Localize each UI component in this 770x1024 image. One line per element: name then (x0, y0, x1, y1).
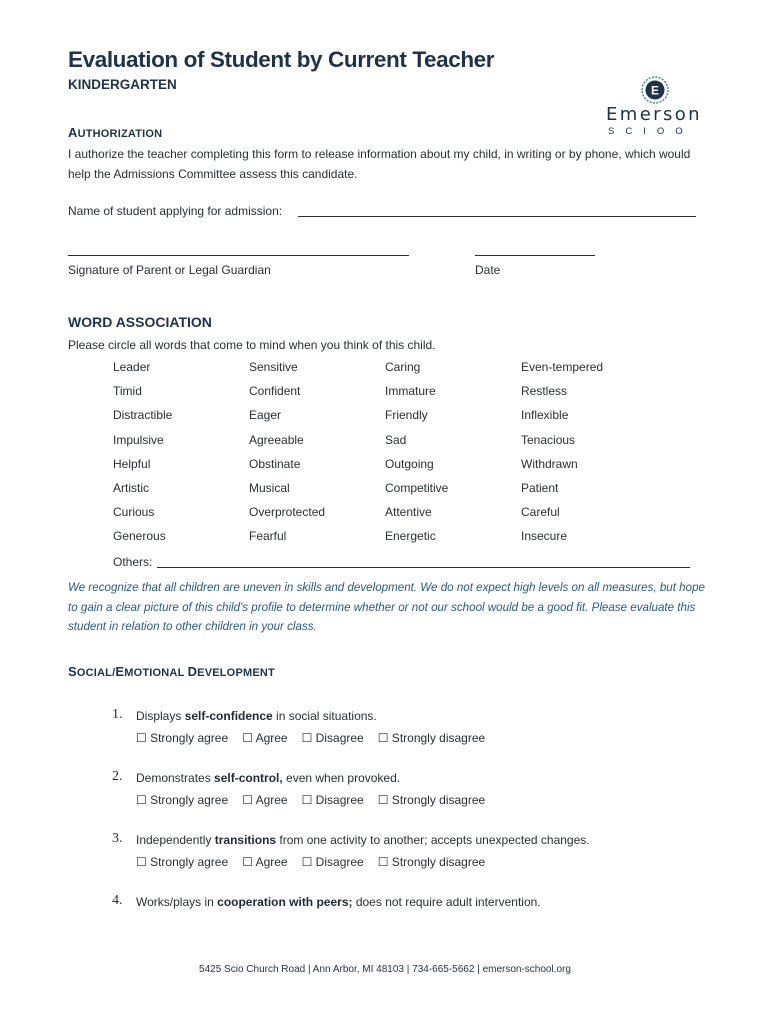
heading-part: EVELOPMENT (197, 667, 275, 679)
word-option[interactable]: Sensitive (249, 360, 298, 374)
heading-part: E (115, 664, 125, 679)
heading-part: MOTIONAL (124, 667, 188, 679)
word-option[interactable]: Tenacious (521, 432, 576, 447)
date-label: Date (475, 263, 501, 277)
question-text-post: in social situations. (272, 709, 377, 723)
others-field[interactable] (157, 567, 690, 568)
question-text-post: does not require adult intervention. (352, 895, 541, 909)
word-option[interactable]: Withdrawn (521, 456, 578, 471)
word-option[interactable]: Patient (521, 481, 559, 495)
authorization-heading-initial: A (68, 125, 78, 140)
word-option[interactable]: Curious (113, 505, 155, 520)
heading-part: D (187, 664, 198, 679)
word-association-instruction: Please circle all words that come to mind when you think of this child. (68, 338, 436, 352)
question-text-pre: Independently (136, 833, 215, 847)
agreement-checkbox[interactable]: ☐ Strongly disagree (377, 855, 486, 869)
agreement-checkbox[interactable]: ☐ Strongly agree (136, 793, 229, 807)
question-number: 4. (112, 893, 123, 908)
agreement-checkbox[interactable]: ☐ Disagree (301, 731, 364, 745)
logo-initial: E (650, 83, 660, 98)
question-text (136, 833, 590, 847)
word-option[interactable]: Artistic (113, 481, 149, 495)
word-option[interactable]: Inflexible (521, 408, 569, 423)
word-option[interactable]: Generous (113, 529, 166, 544)
logo-emblem-icon (640, 75, 670, 105)
word-option[interactable]: Sad (385, 432, 407, 447)
question-text-pre: Demonstrates (136, 771, 215, 785)
question-number: 1. (112, 707, 123, 722)
word-option[interactable]: Immature (385, 384, 436, 399)
question-text-bold: self-control, (214, 771, 283, 785)
question-text-post: from one activity to another; accepts unexpected changes. (276, 833, 590, 847)
agreement-checkbox[interactable]: ☐ Agree (242, 855, 288, 869)
word-option[interactable]: Outgoing (385, 456, 434, 471)
agreement-checkbox[interactable]: ☐ Disagree (301, 793, 364, 807)
word-option[interactable]: Distractible (113, 408, 173, 423)
question-text-bold: cooperation with peers; (217, 895, 353, 909)
question-text-bold: self-confidence (184, 709, 273, 723)
heading-part: S (68, 664, 77, 679)
word-option[interactable]: Even-tempered (521, 360, 604, 374)
question-text (136, 895, 541, 909)
word-option[interactable]: Obstinate (249, 456, 301, 471)
signature-field[interactable] (68, 255, 409, 256)
word-option[interactable]: Timid (113, 384, 142, 399)
word-option[interactable]: Agreeable (249, 432, 304, 447)
word-option[interactable]: Friendly (385, 408, 428, 423)
question-number: 2. (112, 769, 123, 784)
question-text (136, 771, 400, 785)
agreement-options (136, 731, 499, 745)
question-text-post: even when provoked. (282, 771, 401, 785)
question-text (136, 709, 377, 723)
word-option[interactable]: Eager (249, 408, 282, 423)
date-field[interactable] (475, 255, 595, 256)
agreement-checkbox[interactable]: ☐ Agree (242, 731, 288, 745)
word-option[interactable]: Caring (385, 360, 421, 374)
agreement-options (136, 793, 499, 807)
others-label: Others: (113, 555, 153, 569)
word-option[interactable]: Energetic (385, 529, 436, 544)
word-option[interactable]: Confident (249, 384, 301, 399)
heading-part: OCIAL/ (76, 667, 116, 679)
word-option[interactable]: Fearful (249, 529, 287, 544)
word-option[interactable]: Competitive (385, 481, 449, 495)
page-title: Evaluation of Student by Current Teacher (68, 47, 495, 72)
logo-subtext: SCIOO (608, 126, 694, 137)
emerson-logo (640, 75, 670, 105)
word-option[interactable]: Insecure (521, 529, 568, 544)
word-option[interactable]: Restless (521, 384, 568, 399)
authorization-heading-rest: UTHORIZATION (77, 128, 163, 140)
social-emotional-heading (68, 664, 275, 679)
word-option[interactable]: Impulsive (113, 432, 164, 447)
agreement-checkbox[interactable]: ☐ Strongly agree (136, 855, 229, 869)
agreement-checkbox[interactable]: ☐ Strongly disagree (377, 793, 486, 807)
word-option[interactable]: Musical (249, 481, 290, 495)
agreement-checkbox[interactable]: ☐ Disagree (301, 855, 364, 869)
agreement-checkbox[interactable]: ☐ Strongly agree (136, 731, 229, 745)
page-subtitle: KINDERGARTEN (68, 77, 177, 92)
student-name-field[interactable] (298, 216, 696, 217)
signature-label: Signature of Parent or Legal Guardian (68, 263, 271, 277)
footer-contact: 5425 Scio Church Road | Ann Arbor, MI 48103 | 734-665-5662 | emerson-school.org (199, 964, 571, 975)
evaluation-note: We recognize that all children are uneven in skills and development. We do not expect high levels on all measures, but hope to gain a clear picture of this child's profile to determine whether or not our school would be a good fit. Please evaluate this student in relation to other children in your class. (68, 581, 705, 633)
logo-wordmark: Emerson (606, 104, 702, 125)
student-name-label: Name of student applying for admission: (68, 204, 283, 218)
word-option[interactable]: Leader (113, 360, 151, 374)
question-number: 3. (112, 831, 123, 846)
authorization-text: I authorize the teacher completing this form to release information about my child, in writing or by phone, which would help the Admissions Committee assess this candidate. (68, 147, 691, 181)
word-option[interactable]: Overprotected (249, 505, 326, 520)
agreement-options (136, 855, 499, 869)
word-association-heading: WORD ASSOCIATION (68, 314, 212, 330)
authorization-heading (68, 125, 162, 140)
question-text-bold: transitions (214, 833, 277, 847)
agreement-checkbox[interactable]: ☐ Agree (242, 793, 288, 807)
word-option[interactable]: Careful (521, 505, 560, 520)
question-text-pre: Works/plays in (136, 895, 218, 909)
question-text-pre: Displays (136, 709, 185, 723)
word-option[interactable]: Helpful (113, 456, 151, 471)
word-option[interactable]: Attentive (385, 505, 432, 520)
agreement-checkbox[interactable]: ☐ Strongly disagree (377, 731, 486, 745)
